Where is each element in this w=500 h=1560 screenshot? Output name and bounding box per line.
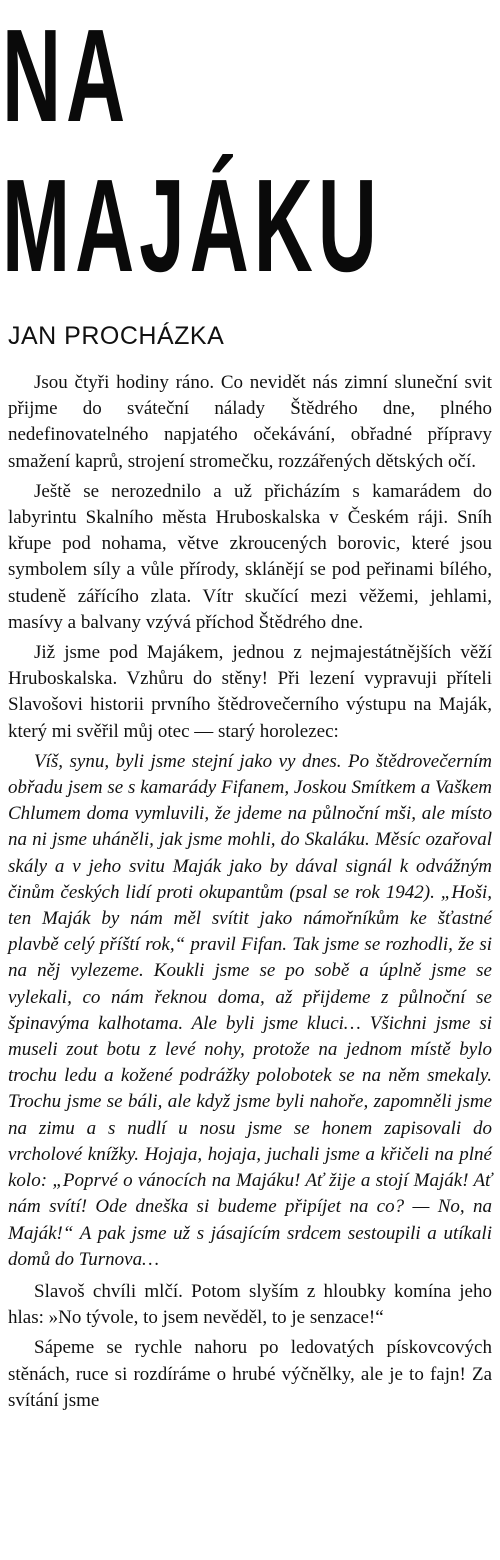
- article-body: [8, 370, 492, 1418]
- paragraph-slavos: Slavoš chvíli mlčí. Potom slyším z hloubky komína jeho hlas: »No tývole, to jsem nevěděl, to je senzace!“: [8, 1280, 492, 1329]
- author-byline: JAN PROCHÁZKA: [8, 322, 225, 350]
- paragraph-arrival: Ještě se nerozednilo a už přicházím s kamarádem do labyrintu Skalního města Hruboskalska v Českém ráji. Sníh křupe pod nohama, větve zkroucených borovic, které jsou symbolem síly a vůle přírody, sklánějí se pod peřinami bílého, studeně zářícího zlata. Vítr skučící mezi věžemi, jehlami, masívy a balvany vzývá příchod Štědrého dne.: [8, 480, 492, 633]
- headline-line-2: MAJÁKU: [2, 152, 382, 299]
- paragraph-climb: Sápeme se rychle nahoru po ledovatých pískovcových stěnách, ruce si rozdíráme o hrubé výčnělky, ale je to fajn! Za svítání jsme: [8, 1337, 492, 1411]
- headline-line-1: NA: [2, 2, 131, 149]
- paragraph-lighthouse: Již jsme pod Majákem, jednou z nejmajestátnějších věží Hruboskalska. Vzhůru do stěny! Při lezení vypravuji příteli Slavošovi historii prvního štědrovečerního výstupu na Maják, který mi svěřil můj otec — starý horolezec:: [8, 642, 492, 742]
- paragraph-father-story: Víš, synu, byli jsme stejní jako vy dnes. Po štědrovečerním obřadu jsem se s kamarády Fifanem, Joskou Smítkem a Vaškem Chlumem doma vymluvili, že jdeme na půlnoční mši, ale místo na ni jsme uháněli, jak jsme mohli, do Skaláku. Měsíc ozařoval skály a v jeho svitu Maják jako by dával signál k odvážným činům českých lidí proti okupantům (psal se rok 1942). „Hoši, ten Maják by nám měl svítit jako námořníkům ke šťastné plavbě celý příští rok,“ pravil Fifan. Tak jsme se rozhodli, že si na něj vylezeme. Koukli jsme se po sobě a úplně jsme se vylekali, co nám řeknou doma, až přijdeme z půlnoční se špinavýma kalhotama. Ale byli jsme kluci… Všichni jsme si museli zout botu z levé nohy, protože na jednom místě bylo trochu ledu a kožené podrážky polobotek se na něm smekaly. Trochu jsme se báli, ale když jsme byli nahoře, zapomněli jsme na zimu a s nudlí u nosu jsme se honem zapisovali do vrcholové knížky. Hojaja, hojaja, juchali jsme a křičeli na plné kolo: „Poprvé o vánocích na Majáku! Ať žije a stojí Maják! Ať nám svítí! Ode dneška si budeme připíjet na co? — No, na Maják!“ A pak jsme už s jásajícím srdcem sestoupili a utíkali domů do Turnova…: [8, 750, 492, 1270]
- headline: [2, 2, 382, 302]
- paragraph-intro: Jsou čtyři hodiny ráno. Co nevidět nás zimní sluneční svit přijme do sváteční nálady Štědrého dne, plného nedefinovatelného napjatého očekávání, obřadné přípravy smažení kaprů, strojení stromečku, rozzářených dětských očí.: [8, 372, 492, 472]
